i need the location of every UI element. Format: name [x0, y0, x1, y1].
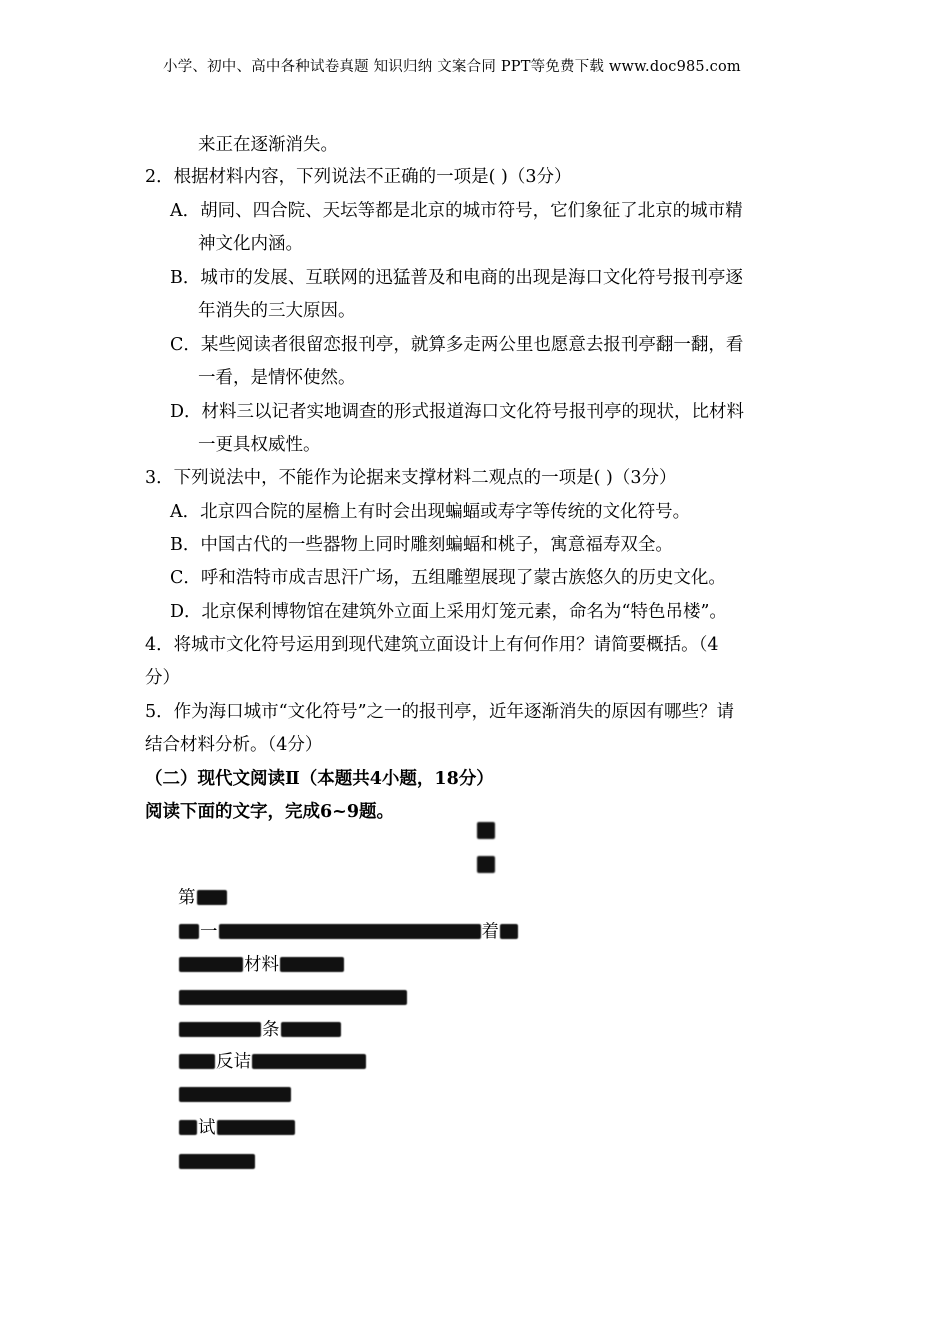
question-5: 5．作为海口城市“文化符号”之一的报刊亭，近年逐渐消失的原因有哪些？请 [145, 702, 735, 722]
obscured-line: 试 [178, 1116, 296, 1140]
question-5-cont: 结合材料分析。（4分） [145, 735, 323, 755]
page-header: 小学、初中、高中各种试卷真题 知识归纳 文案合同 PPT等免费下载 www.doc985.com [163, 59, 741, 75]
option-3b: B．中国古代的一些器物上同时雕刻蝙蝠和桃子，寓意福寿双全。 [170, 535, 673, 555]
question-4: 4．将城市文化符号运用到现代建筑立面设计上有何作用？请简要概括。（4 [145, 635, 719, 655]
option-2d-cont: 一更具权威性。 [198, 435, 321, 455]
obscured-line: 第 [178, 886, 228, 910]
obscured-title [477, 822, 495, 839]
obscured-line [178, 1083, 292, 1107]
option-2d: D．材料三以记者实地调查的形式报道海口文化符号报刊亭的现状，比材料 [170, 402, 745, 422]
question-2: 2．根据材料内容，下列说法不正确的一项是( )（3分） [145, 167, 572, 187]
obscured-author [477, 856, 495, 873]
question-3: 3．下列说法中，不能作为论据来支撑材料二观点的一项是( )（3分） [145, 468, 677, 488]
question-4-cont: 分） [145, 668, 180, 688]
obscured-line: 材料 [178, 953, 345, 977]
option-3c: C．呼和浩特市成吉思汗广场，五组雕塑展现了蒙古族悠久的历史文化。 [170, 568, 726, 588]
obscured-line: 条 [178, 1018, 342, 1042]
option-2c-cont: 一看，是情怀使然。 [198, 368, 356, 388]
obscured-line: 一 着 [178, 920, 519, 944]
obscured-line: 反诘 [178, 1050, 367, 1074]
obscured-line [178, 986, 408, 1010]
obscured-line [178, 1150, 256, 1174]
text-line: 来正在逐渐消失。 [198, 135, 338, 155]
section-heading: （二）现代文阅读Ⅱ（本题共4小题，18分） [145, 769, 494, 789]
option-2a: A．胡同、四合院、天坛等都是北京的城市符号，它们象征了北京的城市精 [170, 201, 743, 221]
option-3d: D．北京保利博物馆在建筑外立面上采用灯笼元素，命名为“特色吊楼”。 [170, 602, 727, 622]
instruction: 阅读下面的文字，完成6~9题。 [145, 802, 395, 822]
option-2a-cont: 神文化内涵。 [198, 234, 303, 254]
option-3a: A．北京四合院的屋檐上有时会出现蝙蝠或寿字等传统的文化符号。 [170, 502, 691, 522]
option-2b-cont: 年消失的三大原因。 [198, 301, 356, 321]
option-2b: B．城市的发展、互联网的迅猛普及和电商的出现是海口文化符号报刊亭逐 [170, 268, 743, 288]
option-2c: C．某些阅读者很留恋报刊亭，就算多走两公里也愿意去报刊亭翻一翻，看 [170, 335, 744, 355]
